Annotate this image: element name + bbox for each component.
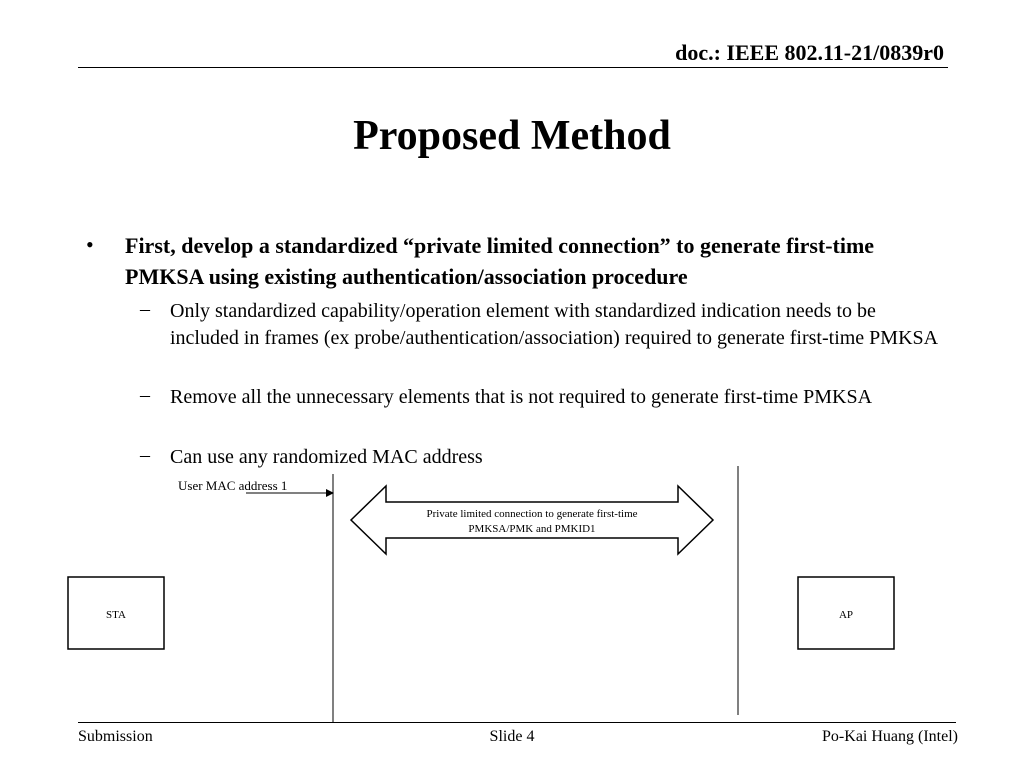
footer-submission: Submission: [78, 728, 153, 745]
footer-author: Po-Kai Huang (Intel): [822, 728, 958, 745]
ap-label: AP: [838, 609, 854, 621]
arrow-label-line2: PMKSA/PMK and PMKID1: [468, 523, 596, 535]
sub-bullet-1: Only standardized capability/operation element with standardized indication needs to be included in frames (ex probe/authentication/association) required to generate first-time PMKSA: [170, 300, 939, 349]
sub-bullet-dash: –: [140, 298, 150, 320]
footer-slide-number: Slide 4: [489, 728, 535, 745]
double-arrow-connection: [351, 486, 713, 554]
sub-bullet-3: Can use any randomized MAC address: [170, 446, 483, 468]
footer-divider: [78, 722, 956, 723]
sub-bullet-2: Remove all the unnecessary elements that is not required to generate first-time PMKSA: [170, 386, 873, 408]
arrow-label-line1: Private limited connection to generate first-time: [426, 508, 638, 520]
sta-label: STA: [106, 609, 126, 621]
main-bullet: First, develop a standardized “private limited connection” to generate first-time PMKSA using existing authentication/association procedure: [125, 233, 875, 289]
sub-bullet-dash: –: [140, 444, 150, 466]
slide-title: Proposed Method: [353, 113, 671, 159]
mac-address-label: User MAC address 1: [178, 478, 288, 493]
bullet-symbol: •: [86, 232, 94, 257]
doc-id: doc.: IEEE 802.11-21/0839r0: [675, 40, 944, 65]
sub-bullet-dash: –: [140, 384, 150, 406]
